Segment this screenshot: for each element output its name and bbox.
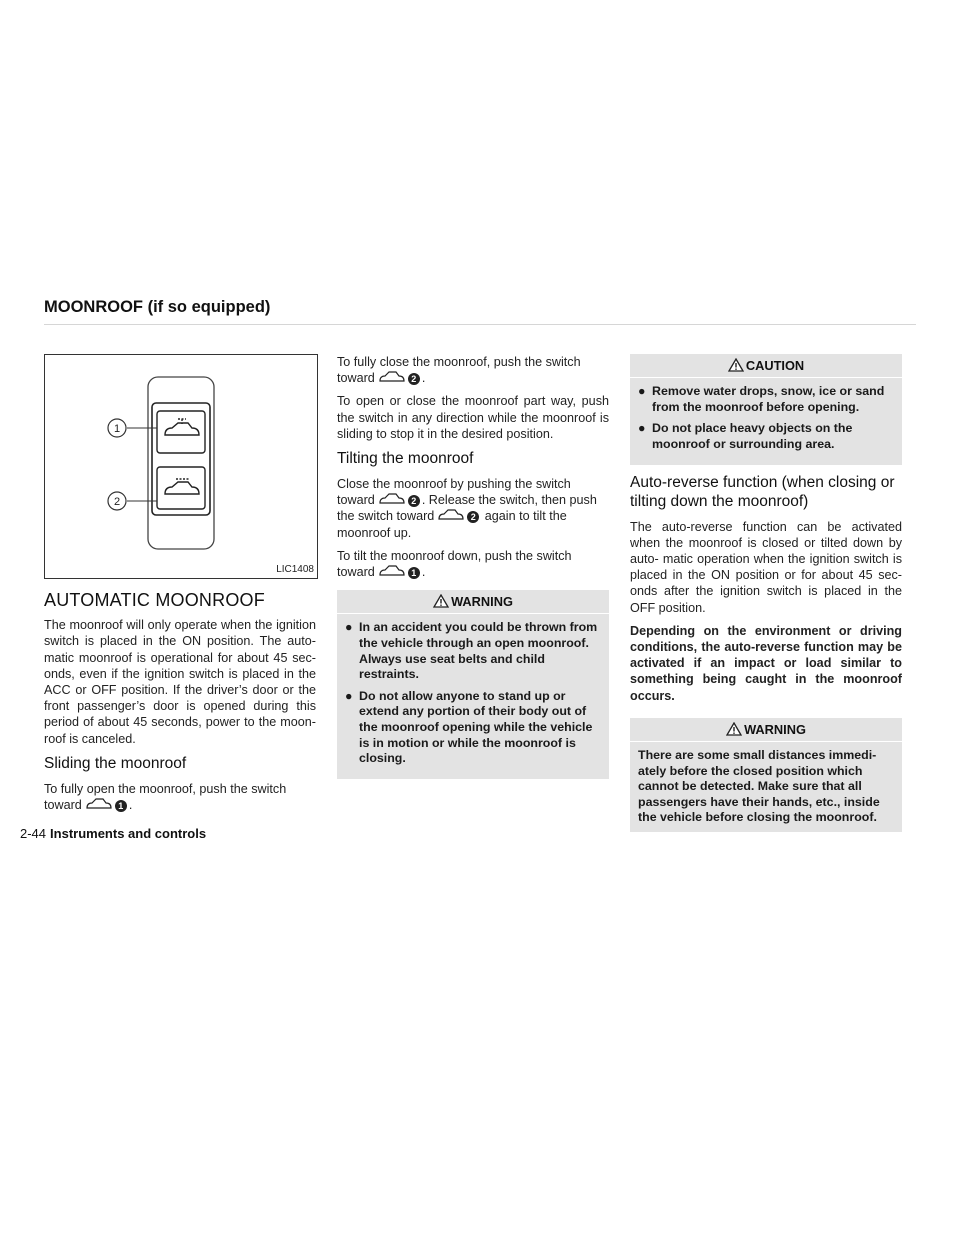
sliding-heading: Sliding the moonroof bbox=[44, 754, 187, 772]
ref-number: 1 bbox=[115, 800, 127, 812]
ref-number: 1 bbox=[408, 567, 420, 579]
ref-number: 2 bbox=[408, 495, 420, 507]
warning-item: ● In an accident you could be thrown from the vehicle through an open moonroof. Always use seat belts and child restraints. bbox=[345, 620, 598, 682]
caution-list bbox=[630, 384, 902, 452]
caution-box bbox=[630, 354, 902, 465]
car-open-icon bbox=[85, 797, 113, 811]
main-heading: AUTOMATIC MOONROOF bbox=[44, 590, 265, 610]
moonroof-switch-illustration bbox=[44, 354, 318, 579]
ref-number: 2 bbox=[467, 511, 479, 523]
warning-triangle-icon bbox=[726, 722, 742, 736]
close-paragraph: To fully close the moonroof, push the switch toward 2 . bbox=[337, 355, 581, 386]
sliding-open-paragraph: To fully open the moonroof, push the switch toward 1 . bbox=[44, 781, 287, 813]
tilt-down-paragraph: To tilt the moonroof down, push the switch toward 1 . bbox=[337, 548, 572, 580]
tilt-paragraph: Close the moonroof by pushing the switch toward 2 . Release the switch, then push the switch toward 2 again to tilt the moonroof up. bbox=[337, 477, 597, 540]
warning-box-1 bbox=[337, 590, 609, 779]
figure-code: LIC1408 bbox=[276, 564, 314, 575]
page-number: 2-44 bbox=[20, 826, 47, 841]
caution-item: ● Remove water drops, snow, ice or sand from the moonroof before opening. bbox=[638, 384, 885, 414]
moonroof-switch-diagram bbox=[45, 355, 317, 578]
switch-open-button bbox=[157, 467, 205, 509]
intro-paragraph: The moonroof will only operate when the ignition switch is placed in the ON position. The auto- matic moonroof is operational for about 45 sec- onds, even if the ignition switch is placed in the ACC or OFF position. If the driver’s door or the front passenger’s door is opened during this period of about 45 seconds, power to the moon- roof is canceled. bbox=[44, 618, 316, 746]
column-3 bbox=[630, 354, 902, 840]
car-close-icon bbox=[378, 492, 406, 506]
caution-item: ● Do not place heavy objects on the moonroof or surrounding area. bbox=[638, 421, 853, 451]
auto-reverse-heading: Auto-reverse function (when closing or tilting down the moonroof) bbox=[630, 473, 895, 510]
page-footer bbox=[20, 826, 206, 841]
warning-item: ● Do not allow anyone to stand up or extend any portion of their body out of the moonroof opening while the vehicle is in motion or while the moonroof is closing. bbox=[345, 688, 593, 766]
warning-list bbox=[337, 620, 609, 766]
car-close-icon bbox=[437, 508, 465, 522]
warning-box-2 bbox=[630, 718, 902, 832]
car-close-icon bbox=[378, 370, 406, 384]
footer-title: Instruments and controls bbox=[50, 826, 207, 841]
tilting-heading: Tilting the moonroof bbox=[337, 450, 474, 468]
auto-reverse-paragraph: The auto-reverse function can be activated when the moonroof is closed or tilted down by auto- matic operation when the ignition switch is placed in the ON position or for about 45 sec- onds after the ignition switch is placed in the OFF position. bbox=[630, 519, 902, 615]
column-2 bbox=[337, 354, 609, 787]
ref-number: 2 bbox=[408, 373, 420, 385]
switch-close-button bbox=[157, 411, 205, 453]
warning-triangle-icon bbox=[728, 358, 744, 372]
warning-header: WARNING bbox=[630, 718, 902, 742]
auto-reverse-bold-paragraph: Depending on the environment or driving conditions, the auto-reverse function may be activated if an impact or load similar to something being caught in the moonroof occurs. bbox=[630, 623, 902, 703]
car-open-icon bbox=[378, 564, 406, 578]
warning-text: There are some small distances immedi- ately before the closed position which cannot be detected. Make sure that all passengers have their hands, etc., inside the vehicle before closing the moonroof. bbox=[638, 748, 880, 825]
section-rule bbox=[44, 324, 916, 325]
callout-2-label: 2 bbox=[113, 496, 121, 508]
callout-1-label: 1 bbox=[113, 423, 121, 435]
partway-paragraph: To open or close the moonroof part way, push the switch in any direction while the moonroof is sliding to stop it in the desired position. bbox=[337, 394, 609, 441]
caution-header: CAUTION bbox=[630, 354, 902, 378]
column-1 bbox=[44, 592, 316, 820]
warning-header: WARNING bbox=[337, 590, 609, 614]
warning-triangle-icon bbox=[433, 594, 449, 608]
section-header: MOONROOF (if so equipped) bbox=[44, 298, 271, 316]
